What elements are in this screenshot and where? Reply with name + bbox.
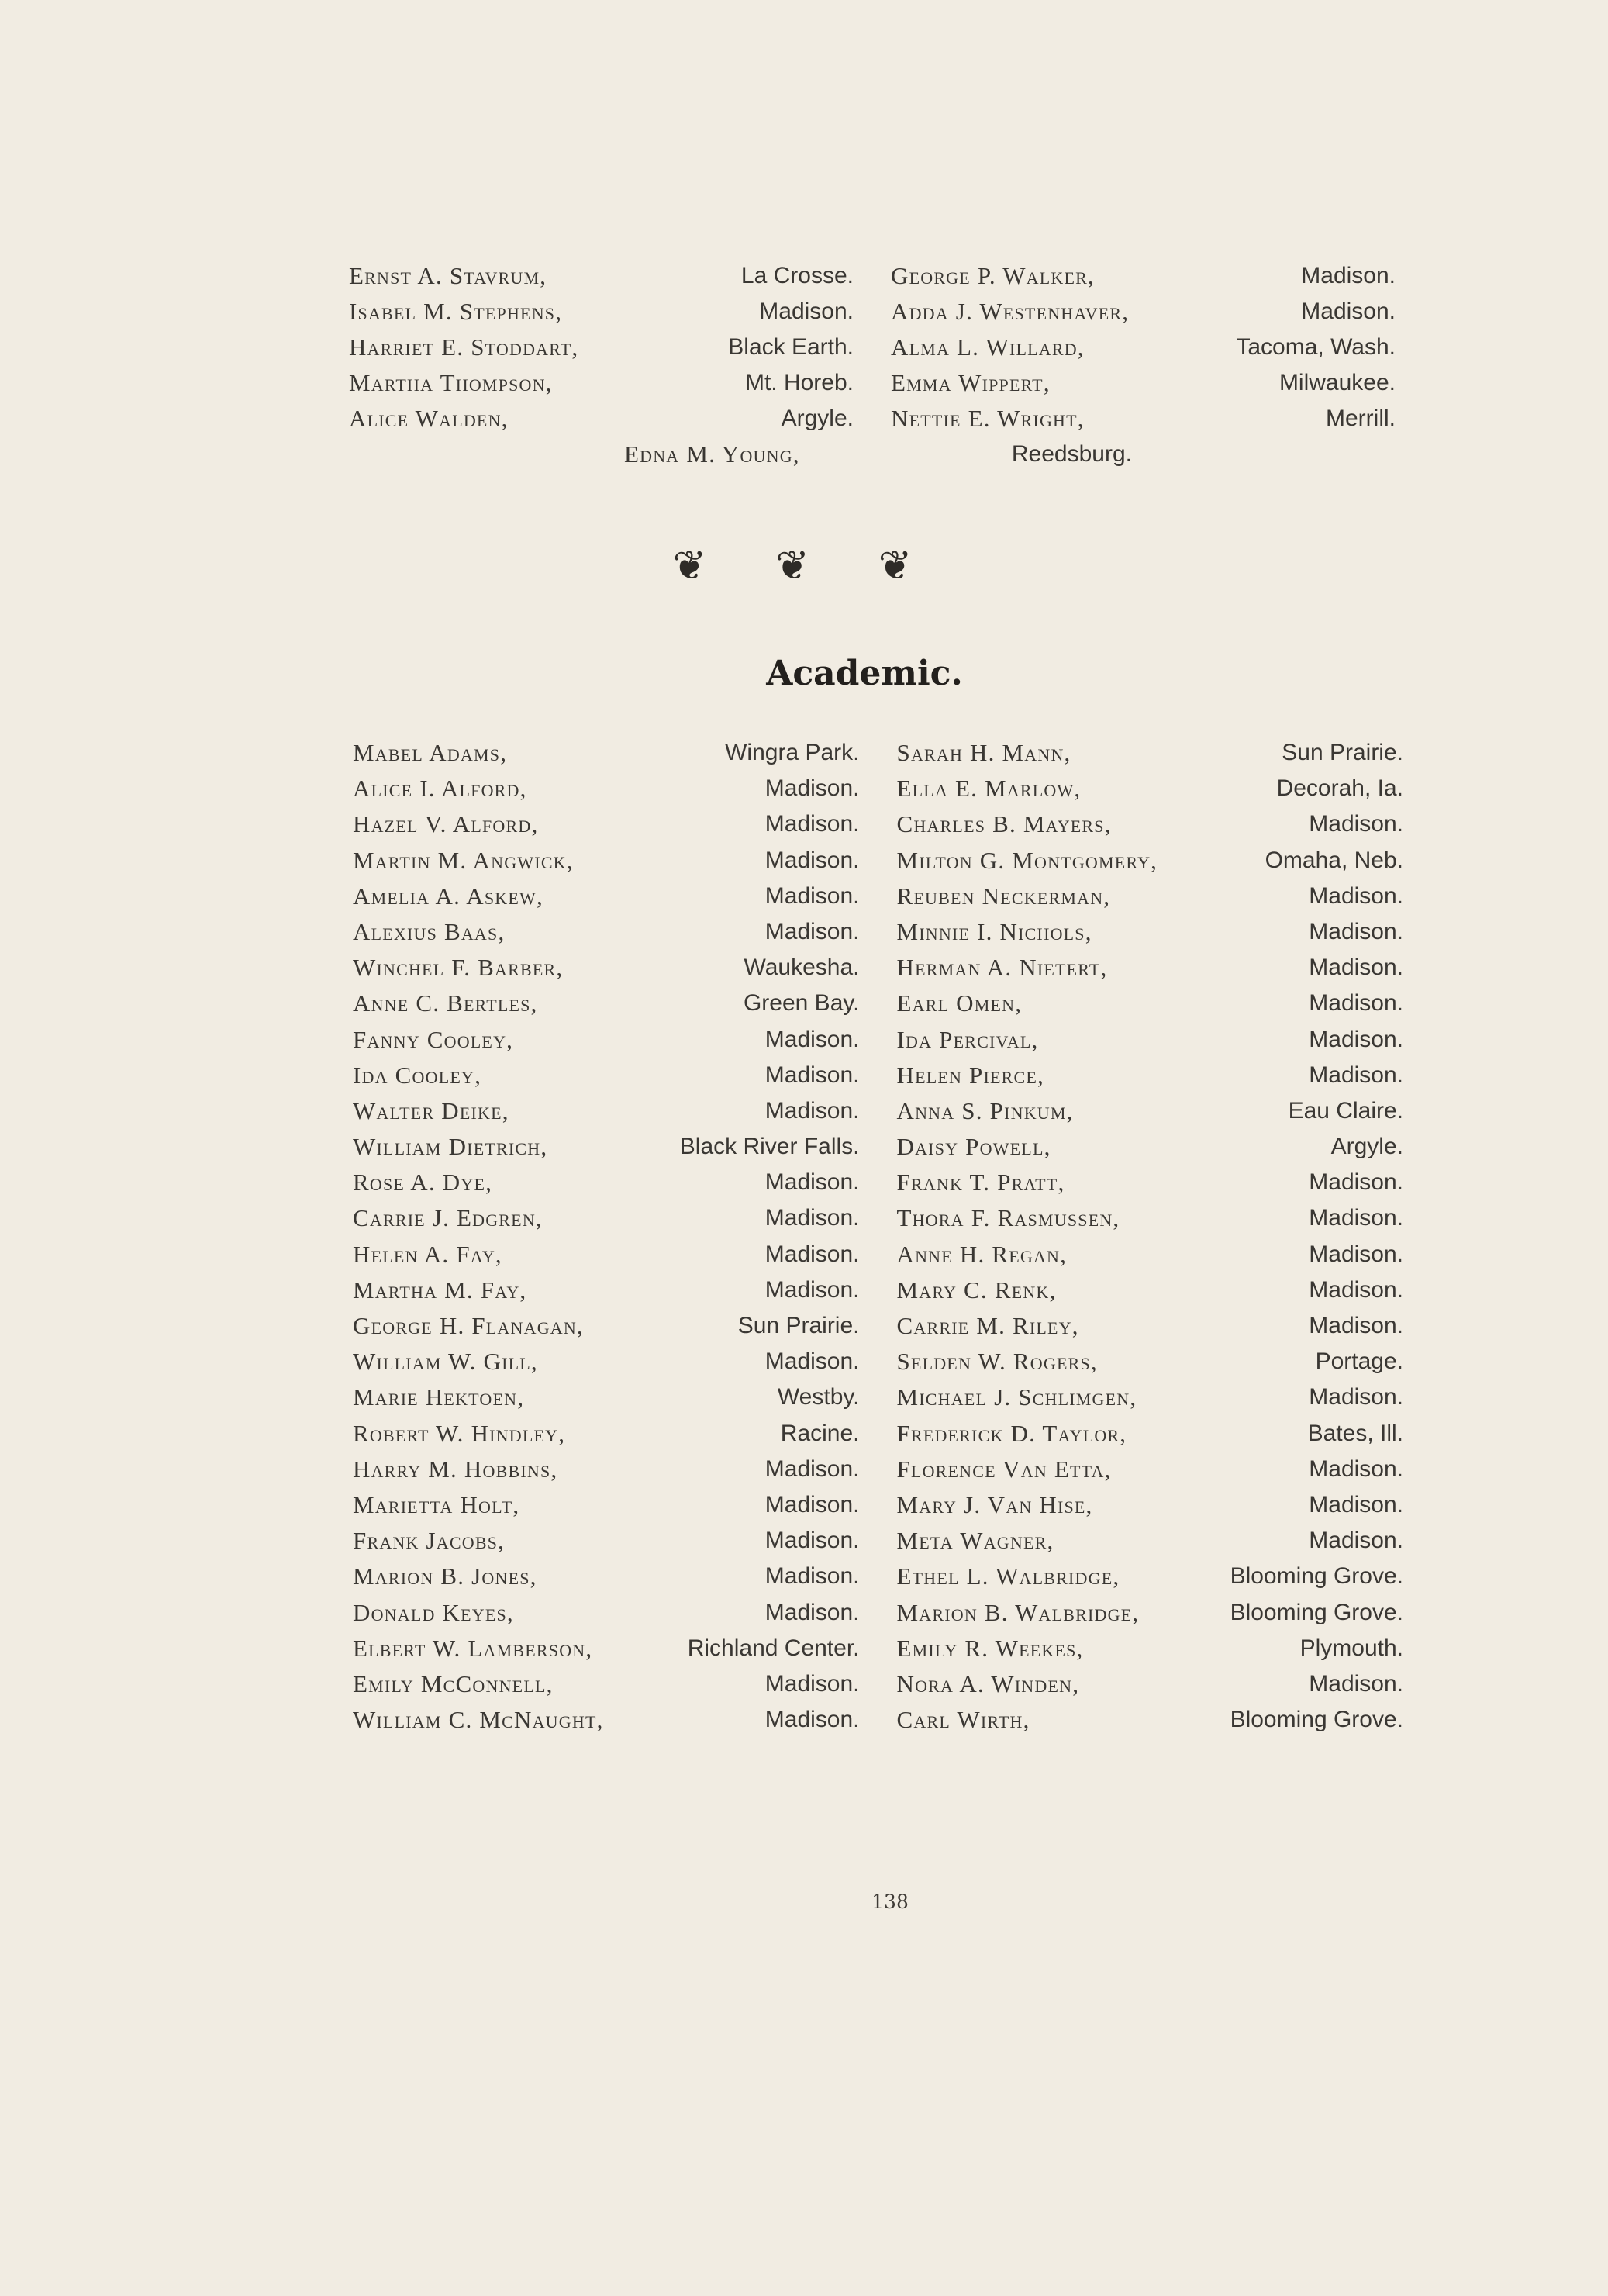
list-item [897,771,1404,806]
entry-name: Daisy Powell, [896,1133,1051,1161]
ornament-divider [0,543,1608,589]
entry-place: Sun Prairie. [737,1313,860,1338]
list-item [897,735,1404,771]
entry-place: Madison. [764,847,860,873]
list-item [897,1416,1404,1452]
list-item [353,914,860,950]
entry-name: Harriet E. Stoddart, [349,333,579,361]
entry-place: Madison. [764,1062,860,1088]
list-item [897,1666,1404,1702]
floral-ornament-icon: ❦ [775,544,833,589]
list-item [891,330,1396,365]
entry-place: Mt. Horeb. [744,370,854,395]
entry-name: Mary J. Van Hise, [896,1490,1093,1518]
list-item [353,843,860,879]
entry-name: Marion B. Jones, [353,1562,537,1590]
entry-place: Madison. [1301,299,1396,324]
entry-place: Madison. [1309,955,1403,981]
list-item [891,294,1396,330]
entry-name: Thora F. Rasmussen, [896,1204,1120,1232]
entry-place: Eau Claire. [1288,1097,1403,1124]
entry-name: Marietta Holt, [353,1490,520,1518]
list-item [353,1702,860,1738]
academic-name-list [353,735,1403,1738]
list-item [897,1631,1404,1666]
entry-name: Amelia A. Askew, [353,882,543,910]
entry-place: Madison. [764,1707,860,1733]
entry-place: Madison. [1309,1205,1403,1231]
list-item [349,294,854,330]
entry-place: Blooming Grove. [1230,1707,1403,1733]
entry-name: Nettie E. Wright, [891,405,1085,432]
list-item [897,1702,1404,1738]
entry-name: Minnie I. Nichols, [896,917,1092,945]
entry-name: Carrie M. Riley, [896,1312,1079,1339]
entry-name: Frank T. Pratt, [896,1169,1065,1196]
list-item [897,1272,1404,1308]
list-item [353,1344,860,1379]
entry-place: Madison. [764,1348,860,1375]
entry-name: Alice I. Alford, [353,775,527,803]
list-item [353,1595,860,1631]
entry-place: Omaha, Neb. [1265,847,1403,873]
list-item [897,914,1404,950]
entry-place: Reedsburg. [1011,441,1132,467]
entry-place: Wingra Park. [725,740,860,765]
entry-name: Charles B. Mayers, [896,810,1112,838]
list-item [349,330,854,365]
entry-name: Mabel Adams, [353,739,508,766]
list-item [897,1559,1404,1594]
entry-place: Madison. [764,1097,860,1124]
floral-ornament-icon: ❦ [878,544,936,589]
entry-name: Alexius Baas, [353,917,506,945]
floral-ornament-icon: ❦ [672,544,730,589]
entry-name: Florence Van Etta, [896,1455,1112,1483]
list-item [353,771,860,806]
entry-name: George H. Flanagan, [353,1312,584,1339]
entry-place: Green Bay. [743,990,860,1017]
list-item [897,1093,1404,1129]
list-item [897,1022,1404,1058]
list-item [353,806,860,842]
entry-name: Ida Percival, [896,1025,1039,1053]
entry-place: Madison. [1309,882,1403,909]
entry-place: La Crosse. [740,263,854,288]
entry-name: Ella E. Marlow, [896,775,1082,803]
page-number: 138 [871,1890,909,1913]
entry-place: Plymouth. [1299,1635,1403,1661]
list-item [897,1379,1404,1415]
list-item [897,1237,1404,1272]
entry-name: Marion B. Walbridge, [896,1598,1140,1626]
entry-place: Madison. [1309,1455,1403,1482]
entry-place: Madison. [764,1528,860,1554]
list-item [897,1129,1404,1165]
entry-place: Blooming Grove. [1230,1563,1403,1590]
entry-place: Madison. [764,1455,860,1482]
entry-name: William C. McNaught, [353,1706,604,1734]
entry-name: Emily R. Weekes, [896,1634,1084,1662]
entry-name: Marie Hektoen, [353,1383,525,1411]
list-item [897,879,1404,914]
list-item [897,1344,1404,1379]
list-item [897,1452,1404,1487]
list-item [353,950,860,986]
entry-name: William Dietrich, [353,1133,548,1161]
entry-place: Decorah, Ia. [1276,775,1403,802]
entry-place: Madison. [764,1241,860,1267]
entry-name: Sarah H. Mann, [896,739,1071,766]
entry-place: Madison. [1309,1026,1403,1052]
entry-name: Isabel M. Stephens, [349,298,563,325]
academic-right-column [897,735,1404,1738]
entry-name: Alice Walden, [349,405,509,432]
entry-place: Madison. [1309,1241,1403,1267]
entry-place: Madison. [1309,1313,1403,1338]
entry-place: Portage. [1315,1348,1403,1375]
list-item [353,1129,860,1165]
list-item [353,1237,860,1272]
entry-name: Emma Wippert, [891,369,1051,396]
list-item [353,1022,860,1058]
top-name-list [349,258,1396,472]
list-item [897,843,1404,879]
list-item [353,1487,860,1523]
entry-place: Madison. [1309,918,1403,944]
entry-place: Madison. [1309,1491,1403,1517]
list-item [353,1272,860,1308]
entry-place: Madison. [764,1026,860,1052]
list-item [353,1093,860,1129]
entry-place: Madison. [1309,1169,1403,1196]
entry-place: Madison. [1309,1670,1403,1697]
list-item [897,1487,1404,1523]
entry-name: Carrie J. Edgren, [353,1204,543,1232]
entry-place: Sun Prairie. [1282,740,1403,765]
entry-place: Madison. [1301,263,1396,288]
entry-place: Madison. [764,775,860,802]
list-item [897,1165,1404,1200]
entry-name: Ernst A. Stavrum, [349,262,547,289]
entry-place: Madison. [764,1491,860,1517]
top-right-column [891,258,1396,437]
list-item [353,1452,860,1487]
list-item [897,1200,1404,1236]
list-item [897,986,1404,1021]
entry-name: Milton G. Montgomery, [896,846,1158,874]
entry-name: Fanny Cooley, [353,1025,514,1053]
list-item [891,258,1396,294]
list-item [353,1666,860,1702]
entry-place: Madison. [1309,1062,1403,1088]
entry-name: Harry M. Hobbins, [353,1455,558,1483]
entry-place: Racine. [780,1420,860,1446]
entry-place: Madison. [1309,811,1403,837]
entry-name: Meta Wagner, [896,1527,1054,1555]
entry-name: Winchel F. Barber, [353,954,564,982]
entry-place: Bates, Ill. [1307,1420,1403,1446]
list-item [891,365,1396,401]
entry-name: Rose A. Dye, [353,1169,493,1196]
list-item [353,986,860,1021]
entry-name: Carl Wirth, [896,1706,1030,1734]
list-item [353,1559,860,1594]
list-item [353,879,860,914]
list-item [353,1200,860,1236]
centered-entry [624,437,1132,472]
entry-name: Helen A. Fay, [353,1240,502,1268]
entry-name: Adda J. Westenhaver, [891,298,1130,325]
entry-place: Madison. [1309,1528,1403,1554]
list-item [349,401,854,437]
entry-place: Madison. [764,882,860,909]
entry-name: Nora A. Winden, [896,1669,1080,1697]
entry-name: Anna S. Pinkum, [896,1096,1074,1124]
list-item [353,1165,860,1200]
entry-name: Martha M. Fay, [353,1276,527,1303]
entry-name: Michael J. Schlimgen, [896,1383,1137,1411]
entry-place: Madison. [759,299,854,324]
entry-name: Emily McConnell, [353,1669,554,1697]
top-left-column [349,258,854,437]
entry-place: Blooming Grove. [1230,1599,1403,1625]
list-item [349,258,854,294]
list-item [353,1379,860,1415]
entry-name: Anne H. Regan, [896,1240,1068,1268]
entry-place: Madison. [1309,1384,1403,1410]
entry-place: Madison. [764,1169,860,1196]
list-item [353,1308,860,1344]
entry-place: Madison. [764,1205,860,1231]
entry-place: Argyle. [781,406,854,431]
entry-place: Black Earth. [728,334,854,360]
entry-name: Ida Cooley, [353,1061,482,1089]
entry-place: Waukesha. [744,955,860,981]
list-item [897,950,1404,986]
list-item [353,735,860,771]
entry-name: Donald Keyes, [353,1598,514,1626]
entry-place: Black River Falls. [679,1134,860,1160]
entry-name: Mary C. Renk, [896,1276,1057,1303]
entry-name: Frederick D. Taylor, [896,1419,1127,1447]
entry-name: Robert W. Hindley, [353,1419,566,1447]
entry-name: Martin M. Angwick, [353,846,574,874]
entry-name: William W. Gill, [353,1348,538,1376]
entry-name: Edna M. Young, [624,440,800,468]
entry-place: Madison. [764,1276,860,1303]
entry-place: Argyle. [1330,1134,1403,1160]
entry-name: Selden W. Rogers, [896,1348,1098,1376]
list-item [353,1631,860,1666]
list-item [353,1416,860,1452]
entry-place: Madison. [764,1563,860,1590]
entry-place: Madison. [1309,1276,1403,1303]
entry-name: Alma L. Willard, [891,333,1085,361]
entry-place: Merrill. [1326,406,1396,431]
entry-name: Herman A. Nietert, [896,954,1108,982]
entry-name: Walter Deike, [353,1096,509,1124]
section-heading: Academic. [766,654,963,693]
entry-name: Ethel L. Walbridge, [896,1562,1120,1590]
entry-place: Tacoma, Wash. [1236,334,1396,360]
entry-place: Westby. [777,1384,860,1410]
entry-name: Reuben Neckerman, [896,882,1111,910]
entry-name: Helen Pierce, [896,1061,1044,1089]
list-item [349,365,854,401]
list-item [353,1523,860,1559]
entry-name: Hazel V. Alford, [353,810,539,838]
entry-name: George P. Walker, [891,262,1095,289]
list-item [897,1308,1404,1344]
entry-place: Madison. [764,1670,860,1697]
entry-place: Milwaukee. [1278,370,1396,395]
entry-place: Madison. [764,918,860,944]
entry-place: Madison. [764,811,860,837]
entry-name: Elbert W. Lamberson, [353,1634,593,1662]
entry-place: Madison. [1309,990,1403,1017]
entry-name: Martha Thompson, [349,369,553,396]
list-item [897,806,1404,842]
list-item [353,1058,860,1093]
entry-place: Richland Center. [687,1635,860,1661]
entry-place: Madison. [764,1599,860,1625]
list-item [897,1595,1404,1631]
list-item [897,1523,1404,1559]
entry-name: Earl Omen, [896,989,1023,1017]
academic-left-column [353,735,860,1738]
entry-name: Frank Jacobs, [353,1527,506,1555]
entry-name: Anne C. Bertles, [353,989,538,1017]
list-item [891,401,1396,437]
list-item [897,1058,1404,1093]
